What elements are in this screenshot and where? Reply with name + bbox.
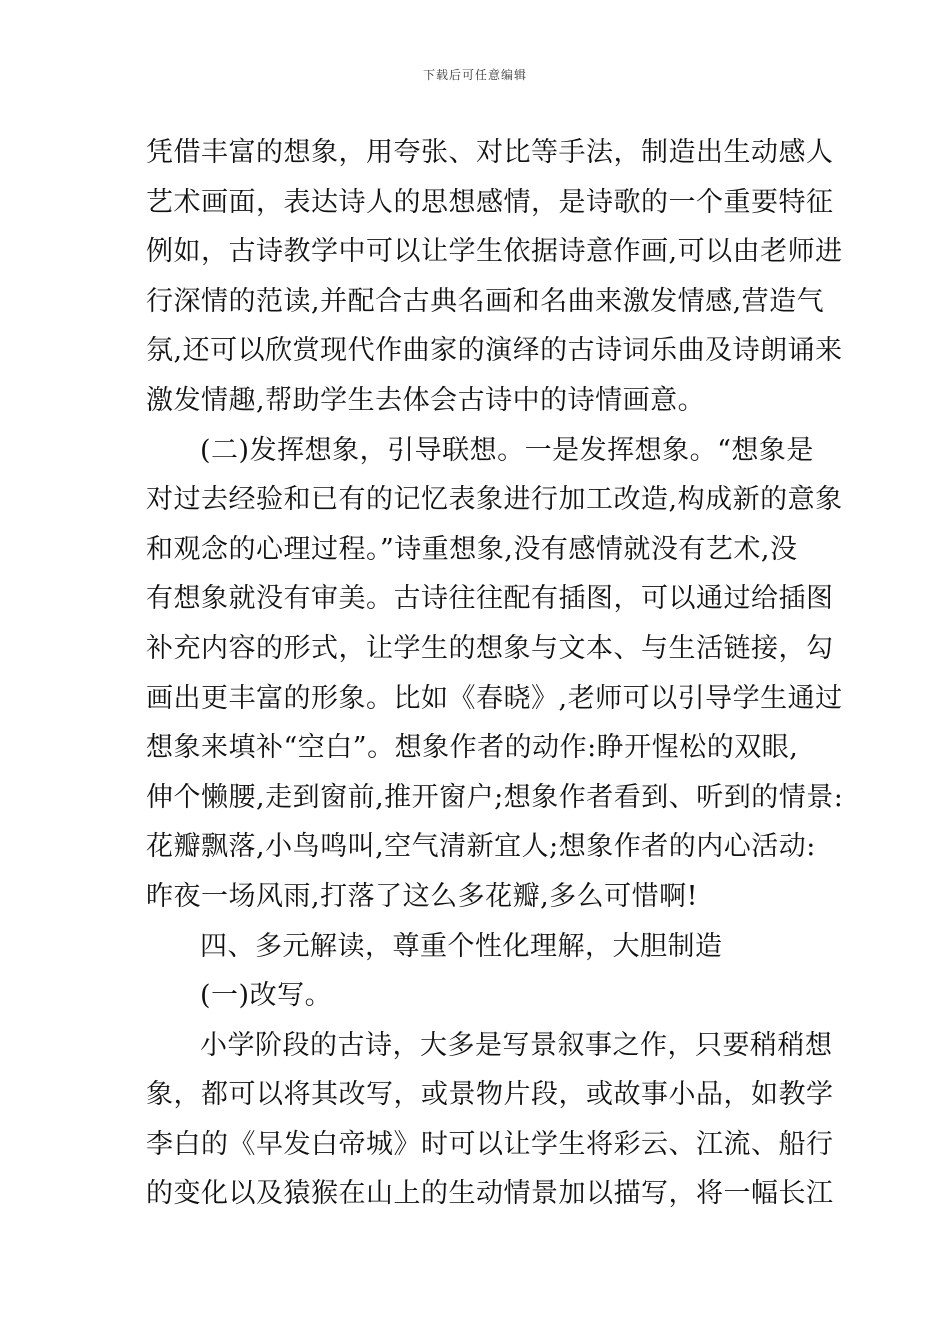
text-line-1: 凭借丰富的想象，用夸张、对比等手法，制造出生动感人 (146, 137, 834, 168)
text-line-2: 艺术画面，表达诗人的思想感情，是诗歌的一个重要特征 (146, 186, 834, 218)
text-line-8: 对过去经验和已有的记忆表象进行加工改造,构成新的意象 (146, 484, 843, 516)
subsection-heading-rewrite: (一)改写。 (200, 980, 333, 1012)
text-line-21: 李白的《早发白帝城》时可以让学生将彩云、江流、船行 (146, 1128, 834, 1160)
text-line-9: 和观念的心理过程。”诗重想象,没有感情就没有艺术,没 (146, 533, 798, 565)
document-body (146, 128, 844, 1219)
text-line-16: 昨夜一场风雨,打落了这么多花瓣,多么可惜啊! (146, 880, 699, 912)
text-line-22: 的变化以及猿猴在山上的生动情景加以描写，将一幅长江 (146, 1178, 834, 1210)
text-line-13: 想象来填补“空白”。想象作者的动作:睁开惺松的双眼, (146, 732, 799, 764)
text-line-11: 补充内容的形式，让学生的想象与文本、与生活链接，勾 (146, 632, 834, 664)
text-line-14: 伸个懒腰,走到窗前,推开窗户;想象作者看到、听到的情景: (146, 781, 844, 813)
page-header: 下载后可任意编辑 (422, 68, 527, 82)
text-line-7: (二)发挥想象，引导联想。一是发挥想象。“想象是 (200, 434, 814, 466)
text-line-5: 氛,还可以欣赏现代作曲家的演绎的古诗词乐曲及诗朗诵来 (146, 335, 843, 367)
text-line-10: 有想象就没有审美。古诗往往配有插图，可以通过给插图 (146, 583, 834, 615)
text-line-3: 例如，古诗教学中可以让学生依据诗意作画,可以由老师进 (146, 236, 843, 268)
text-line-6: 激发情趣,帮助学生去体会古诗中的诗情画意。 (146, 384, 706, 416)
text-line-20: 象，都可以将其改写，或景物片段，或故事小品，如教学 (146, 1079, 834, 1111)
text-line-4: 行深情的范读,并配合古典名画和名曲来激发情感,营造气 (146, 285, 825, 317)
text-line-19: 小学阶段的古诗，大多是写景叙事之作，只要稍稍想 (200, 1029, 833, 1061)
text-line-15: 花瓣飘落,小鸟鸣叫,空气清新宜人;想象作者的内心活动: (146, 831, 816, 863)
text-line-12: 画出更丰富的形象。比如《春晓》,老师可以引导学生通过 (146, 682, 843, 714)
section-heading-4: 四、多元解读，尊重个性化理解，大胆制造 (200, 930, 723, 962)
